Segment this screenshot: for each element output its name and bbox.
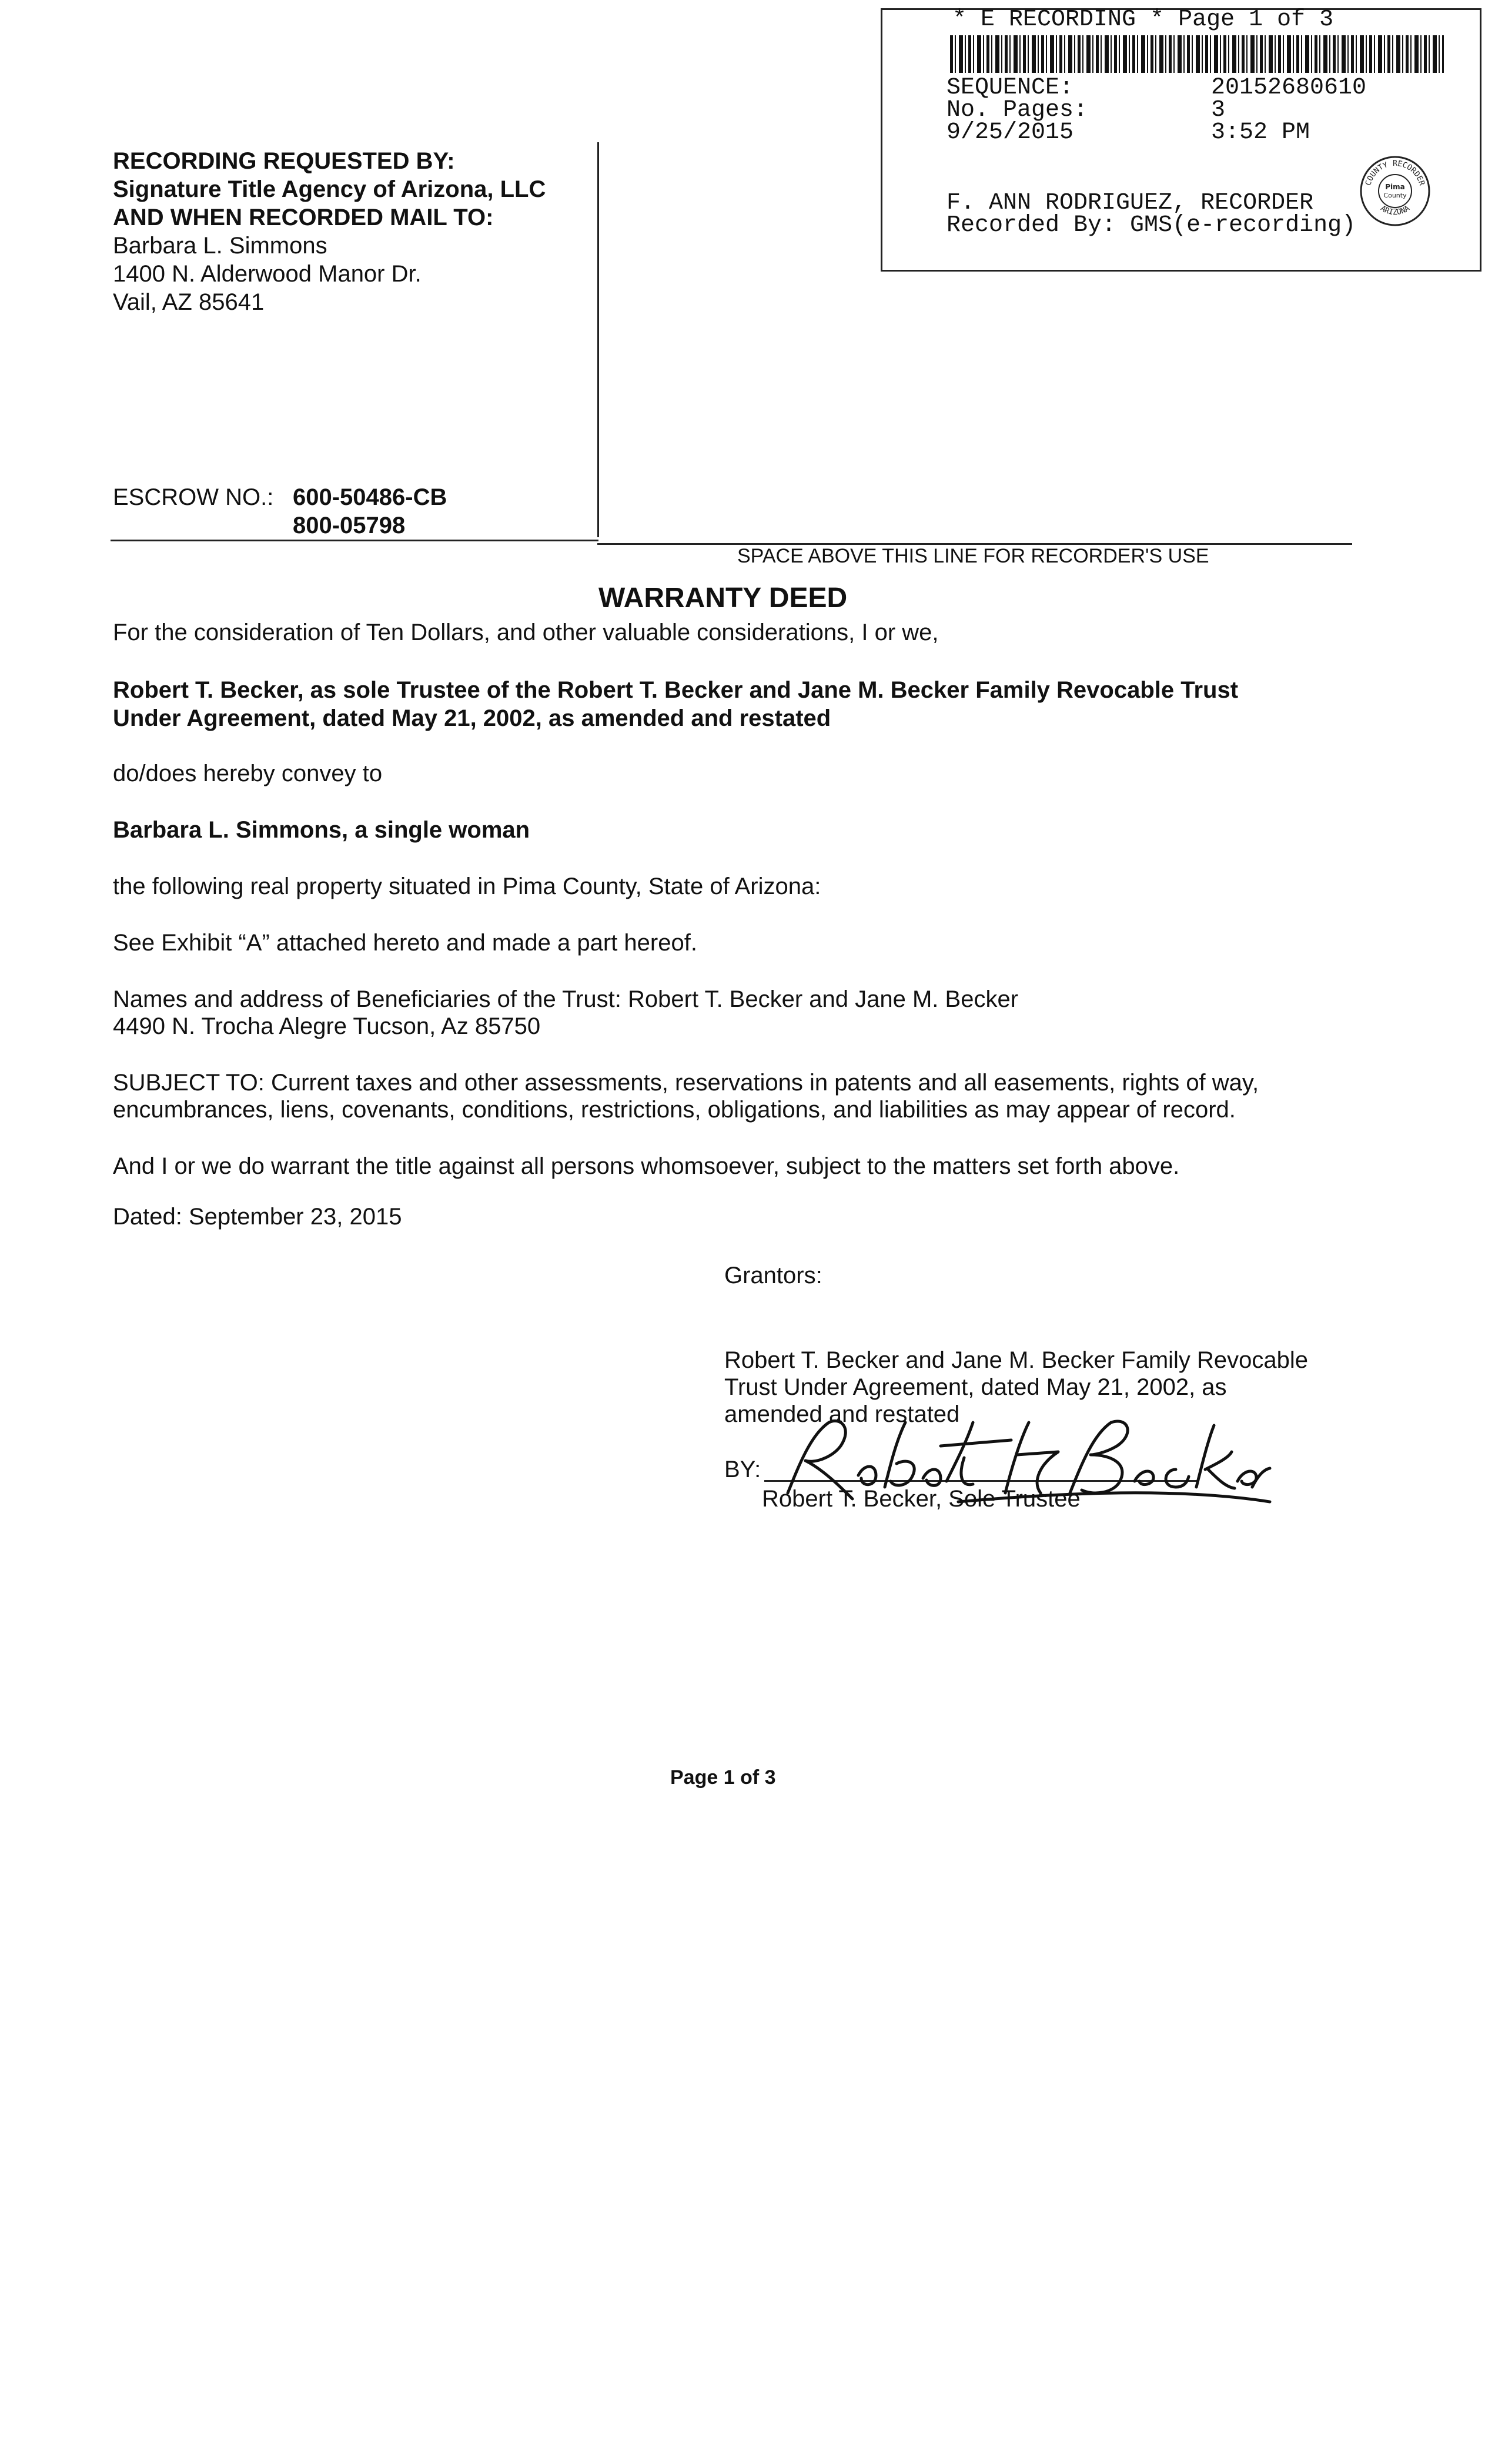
pages-value: 3 <box>1211 97 1226 123</box>
escrow-number-2: 800-05798 <box>293 513 406 538</box>
subject-to-line-2: encumbrances, liens, covenants, conditions, restrictions, obligations, and liabilities as may appear of record. <box>113 1097 1236 1123</box>
subject-to-line-1: SUBJECT TO: Current taxes and other assessments, reservations in patents and all easements, rights of way, <box>113 1070 1259 1096</box>
seal-text-bottom: ARIZONA <box>1379 204 1412 217</box>
escrow-number-1: 600-50486-CB <box>293 484 447 510</box>
beneficiaries-line-2: 4490 N. Trocha Alegre Tucson, Az 85750 <box>113 1013 541 1039</box>
trust-line-2: Trust Under Agreement, dated May 21, 2002, as <box>724 1374 1227 1400</box>
mail-to-street: 1400 N. Alderwood Manor Dr. <box>113 261 422 287</box>
mail-to-label: AND WHEN RECORDED MAIL TO: <box>113 205 494 230</box>
property-text: the following real property situated in Pima County, State of Arizona: <box>113 873 821 899</box>
sequence-value: 20152680610 <box>1211 75 1367 101</box>
consideration-text: For the consideration of Ten Dollars, and other valuable considerations, I or we, <box>113 620 939 645</box>
handwritten-signature <box>764 1399 1282 1516</box>
trust-line-1: Robert T. Becker and Jane M. Becker Family Revocable <box>724 1347 1309 1373</box>
recording-time: 3:52 PM <box>1211 119 1310 146</box>
grantor-line-2: Under Agreement, dated May 21, 2002, as amended and restated <box>113 705 831 731</box>
recorder-use-note: SPACE ABOVE THIS LINE FOR RECORDER'S USE <box>737 545 1209 567</box>
seal-text-pima: Pima <box>1385 183 1405 191</box>
by-label: BY: <box>724 1457 761 1482</box>
document-title: WARRANTY DEED <box>598 582 848 614</box>
recorded-by: Recorded By: GMS(e-recording) <box>947 212 1356 239</box>
mail-to-name: Barbara L. Simmons <box>113 233 327 259</box>
grantors-label: Grantors: <box>724 1263 822 1288</box>
pages-label: No. Pages: <box>947 97 1088 123</box>
address-block <box>113 147 546 316</box>
stamp-header: * E RECORDING * Page 1 of 3 <box>952 6 1334 33</box>
convey-text: do/does hereby convey to <box>113 761 383 786</box>
recorder-rule-left <box>111 540 598 541</box>
requested-by-agency: Signature Title Agency of Arizona, LLC <box>113 176 546 202</box>
grantee-name: Barbara L. Simmons, a single woman <box>113 817 530 843</box>
seal-text-top: COUNTY RECORDER <box>1364 159 1426 187</box>
dated-text: Dated: September 23, 2015 <box>113 1204 402 1230</box>
sequence-label: SEQUENCE: <box>947 75 1074 101</box>
beneficiaries-line-1: Names and address of Beneficiaries of the Trust: Robert T. Becker and Jane M. Becker <box>113 986 1019 1012</box>
recording-requested-label: RECORDING REQUESTED BY: <box>113 148 455 174</box>
seal-text-county: County <box>1383 192 1407 199</box>
signer-name: Robert T. Becker, Sole Trustee <box>762 1486 1081 1512</box>
recorder-name: F. ANN RODRIGUEZ, RECORDER <box>947 190 1314 216</box>
warrant-text: And I or we do warrant the title against all persons whomsoever, subject to the matters set forth above. <box>113 1153 1180 1179</box>
barcode <box>950 35 1444 73</box>
exhibit-text: See Exhibit “A” attached hereto and made a part hereof. <box>113 930 697 956</box>
page-number: Page 1 of 3 <box>670 1766 776 1789</box>
grantor-line-1: Robert T. Becker, as sole Trustee of the Robert T. Becker and Jane M. Becker Family Revocable Trust <box>113 677 1239 703</box>
recording-date: 9/25/2015 <box>947 119 1074 146</box>
escrow-label: ESCROW NO.: <box>113 484 274 510</box>
trust-line-3: amended and restated <box>724 1401 960 1427</box>
mail-to-city: Vail, AZ 85641 <box>113 289 265 315</box>
county-seal-icon <box>1359 155 1431 227</box>
address-divider <box>597 142 599 537</box>
